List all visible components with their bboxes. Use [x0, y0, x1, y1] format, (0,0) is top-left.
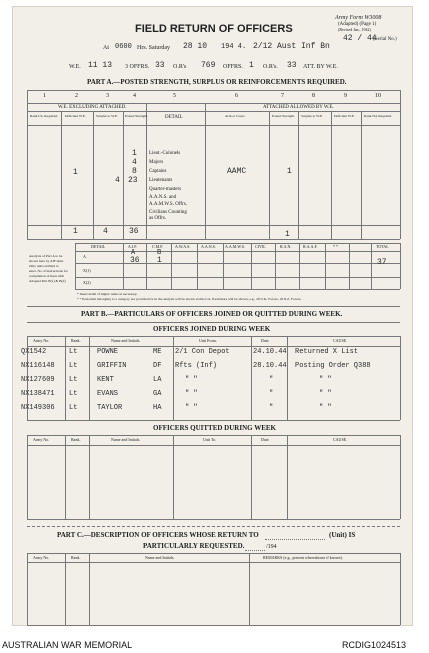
joined-row-4-army-no: NX138471 — [21, 390, 55, 398]
joined-row-4-init: GA — [153, 390, 162, 398]
joined-row-5-init: HA — [153, 404, 162, 412]
analysis-note-3: Only units entitled to — [29, 264, 59, 268]
footnote-1: * Insert detail of higher ranks as necessary. — [77, 292, 138, 296]
form-title: FIELD RETURN OF OFFICERS — [135, 23, 293, 35]
joined-row-5-cause: " " — [319, 404, 332, 412]
unit-value: 2/12 Aust Inf Bn — [253, 42, 330, 51]
sub-header-deficient: Deficient W.E. — [65, 114, 86, 118]
part-c-header-remarks: REMARKS (e.g., present whereabouts if known). — [263, 555, 343, 560]
part-c-date: /194 — [266, 544, 277, 550]
posted-ltcol: 1 — [132, 149, 137, 158]
joined-row-5-date: " — [269, 404, 274, 412]
value-col3: 4 — [115, 176, 120, 185]
analysis-total: 37 — [377, 258, 387, 267]
total-col3: 4 — [103, 227, 108, 236]
joined-row-1-unit: 2/1 Con Depot — [175, 348, 230, 356]
sub-header-rank-nreq: Rank Not Required. — [364, 114, 393, 118]
joined-row-3-unit: " " — [185, 376, 198, 384]
group-header-left: W.E. EXCLUDING ATTACHED. — [58, 105, 127, 110]
joined-row-3-cause: " " — [319, 376, 332, 384]
ors-value-2: 33 — [287, 61, 297, 70]
analysis-header-cmf: C.M.F. — [152, 244, 164, 249]
analysis-header-awas: A.W.A.S. — [175, 244, 191, 249]
analysis-header-total: TOTAL — [376, 244, 389, 249]
sub-header-deficient-r: Deficient W.E. — [334, 114, 355, 118]
joined-header-unit: Unit From. — [199, 338, 217, 343]
hrs-label: Hrs. Saturday — [137, 45, 170, 51]
quitted-header-rank: Rank. — [71, 437, 81, 442]
part-c-header-rank: Rank. — [71, 555, 81, 560]
analysis-header-detail: DETAIL — [91, 244, 106, 249]
detail-row-captains: Captains — [149, 169, 167, 174]
detail-row-aamws: A.A.M.W.S. Offrs. — [149, 202, 187, 207]
offrs-value-2: 1 — [249, 61, 254, 70]
offrs-value-1: 33 — [155, 61, 165, 70]
sub-header-surplus: Surplus to W.E. — [96, 114, 118, 118]
serial-number: 42 / 44 — [343, 34, 377, 43]
att-label: ATT. BY W.E. — [303, 64, 338, 70]
joined-row-1-rank: Lt — [69, 348, 78, 356]
analysis-header-aif: A.I.F. — [128, 244, 138, 249]
joined-row-1-init: ME — [153, 348, 162, 356]
ors-label-2: O.R's. — [263, 64, 278, 70]
analysis-header-other: * * — [333, 244, 338, 249]
part-c-requested: PARTICULARLY REQUESTED. — [143, 542, 245, 550]
part-c-header-name: Name and Initials. — [145, 555, 175, 560]
joined-header-rank: Rank. — [71, 338, 81, 343]
joined-row-5-unit: " " — [185, 404, 198, 412]
revised-note: (Revised Jan., 1942) — [338, 27, 371, 32]
detail-row-qm: Quarter-masters — [149, 187, 182, 192]
detail-row-civilians: Civilians Counting — [149, 210, 187, 215]
joined-row-1-army-no: QX1542 — [21, 348, 47, 356]
part-c-unit-label: (Unit) IS — [329, 531, 356, 539]
value-col7: 1 — [287, 167, 292, 176]
quitted-header-army-no: Army No. — [33, 437, 50, 442]
col-number-4: 4 — [133, 93, 136, 99]
form-page — [12, 6, 413, 626]
joined-row-2-army-no: NX116148 — [21, 362, 55, 370]
analysis-header-aamws: A.A.M.W.S. — [225, 244, 245, 249]
detail-header: DETAIL — [165, 115, 183, 120]
analysis-mark-b: B — [157, 249, 162, 257]
value-col2: 1 — [73, 168, 78, 177]
offrs-label-2: OFFRS. — [223, 64, 243, 70]
analysis-aif-a: A — [131, 249, 136, 257]
analysis-row-x1: X(1) — [83, 268, 91, 273]
joined-row-2-unit: Rfts (Inf) — [175, 362, 218, 370]
analysis-header-civil: CIVIL — [255, 244, 266, 249]
quitted-header-name: Name and Initials. — [111, 437, 141, 442]
joined-row-5-rank: Lt — [69, 404, 78, 412]
detail-row-aans: A.A.N.S. and — [149, 195, 177, 200]
sub-header-posted-r: Posted Strength. — [272, 114, 295, 118]
quitted-header-cause: CAUSE. — [333, 437, 348, 442]
joined-row-3-date: " — [269, 376, 274, 384]
joined-header-name: Name and Initials. — [111, 338, 141, 343]
detail-row-lieutenants: Lieutenants — [149, 178, 173, 183]
footer-record-id: RCDIG1024513 — [342, 640, 407, 650]
joined-row-2-date: 28.10.44 — [253, 362, 287, 370]
joined-row-2-init: DF — [153, 362, 162, 370]
joined-row-1-date: 24.10.44 — [253, 348, 287, 356]
joined-title: OFFICERS JOINED DURING WEEK — [153, 325, 271, 333]
analysis-aif-36: 36 — [130, 256, 140, 265]
sub-header-rank-req: Rank Un. Required. — [30, 114, 58, 118]
time-value: 0600 — [115, 43, 132, 51]
col-number-7: 7 — [281, 93, 284, 99]
detail-row-majors: Majors — [149, 160, 164, 165]
sub-header-surplus-r: Surplus to W.E. — [301, 114, 323, 118]
col-number-5: 5 — [173, 93, 176, 99]
analysis-note-5: compilation of lines with — [29, 274, 65, 278]
joined-row-1-cause: Returned X List — [295, 348, 359, 356]
joined-header-cause: CAUSE. — [333, 338, 348, 343]
joined-row-4-cause: " " — [319, 390, 332, 398]
analysis-note-4: enter. No of instructions for — [29, 269, 68, 273]
we-value: 11 13 — [88, 61, 113, 70]
joined-row-3-rank: Lt — [69, 376, 78, 384]
group-header-right: ATTACHED ALLOWED BY W.E. — [263, 105, 334, 110]
sub-header-arm: Arm or Corps. — [225, 114, 246, 118]
ors-label-1: O.R's — [173, 64, 187, 70]
adapted-note: (Adapted) (Page 1) — [338, 22, 377, 27]
part-c-title: PART C.—DESCRIPTION OF OFFICERS WHOSE RETURN TO — [57, 531, 259, 539]
date-value: 28 10 — [183, 42, 208, 51]
col-number-8: 8 — [312, 93, 315, 99]
joined-header-date: Date. — [261, 338, 270, 343]
detail-row-as-offrs: as Offrs. — [149, 216, 167, 221]
part-a-title: PART A.—POSTED STRENGTH, SURPLUS OR REINFORCEMENTS REQUIRED. — [87, 78, 347, 86]
joined-row-4-date: " — [269, 390, 274, 398]
footnote-2: * * Personnel belonging to a category not provided for in the analysis will be shown in this Col. Particulars will be shown, e.g., 28 U.K. Forces; 18 N.Z. Forces. — [77, 297, 302, 301]
analysis-header-ran: R.A.N. — [280, 244, 292, 249]
joined-row-4-unit: " " — [185, 390, 198, 398]
joined-row-3-name: KENT — [97, 376, 114, 384]
quitted-header-unit: Unit To. — [203, 437, 217, 442]
joined-row-2-rank: Lt — [69, 362, 78, 370]
at-label: At — [103, 45, 109, 51]
analysis-note-2: shown here by AIF units — [29, 259, 64, 263]
analysis-header-aans: A.A.N.S. — [201, 244, 216, 249]
joined-row-2-cause: Posting Order Q388 — [295, 362, 371, 370]
col-number-9: 9 — [344, 93, 347, 99]
archive-footer — [0, 628, 429, 653]
col-number-1: 1 — [43, 93, 46, 99]
analysis-note-6: Adapted Part B(1) & B(2) — [29, 279, 66, 283]
total-col2: 1 — [73, 227, 78, 236]
detail-row-ltcol: Lieut.-Colonels — [149, 151, 181, 156]
joined-row-4-name: EVANS — [97, 390, 119, 398]
total-col4: 36 — [129, 227, 139, 236]
sub-header-posted: Posted Strength. — [125, 114, 148, 118]
joined-header-army-no: Army No. — [33, 338, 50, 343]
posted-lieutenants: 23 — [128, 176, 138, 185]
joined-row-5-name: TAYLOR — [97, 404, 123, 412]
year-value: 194 4. — [221, 43, 247, 51]
quitted-title: OFFICERS QUITTED DURING WEEK — [153, 424, 276, 432]
analysis-header-raaf: R.A.A.F. — [303, 244, 318, 249]
arm-value: AAMC — [227, 167, 247, 176]
col-number-6: 6 — [235, 93, 238, 99]
ors-value-1: 769 — [201, 61, 216, 70]
joined-row-3-init: LA — [153, 376, 162, 384]
posted-captains: 8 — [132, 167, 137, 176]
analysis-row-x2: X(2) — [83, 280, 91, 285]
joined-row-1-name: POWNE — [97, 348, 119, 356]
army-form-number: Army Form W3008 — [335, 15, 382, 21]
offrs-label-1: 3 OFFRS. — [125, 64, 150, 70]
quitted-header-date: Date. — [261, 437, 270, 442]
analysis-cmf-1: 1 — [157, 256, 162, 265]
joined-row-3-army-no: NX127609 — [21, 376, 55, 384]
analysis-note-1: Analysis of Part A to be — [29, 254, 63, 258]
col-number-3: 3 — [106, 93, 109, 99]
analysis-row-a: A. — [83, 254, 87, 259]
total-col7: 1 — [285, 230, 290, 239]
col-number-2: 2 — [75, 93, 78, 99]
we-label: W.E. — [69, 64, 81, 70]
col-number-10: 10 — [375, 93, 381, 99]
part-c-header-army-no: Army No. — [33, 555, 50, 560]
part-b-title: PART B.—PARTICULARS OF OFFICERS JOINED OR QUITTED DURING WEEK. — [81, 310, 343, 318]
serial-label: (Serial No.) — [373, 37, 397, 42]
joined-row-2-name: GRIFFIN — [97, 362, 127, 370]
joined-row-4-rank: Lt — [69, 390, 78, 398]
footer-institution: AUSTRALIAN WAR MEMORIAL — [2, 640, 133, 650]
joined-row-5-army-no: NX149306 — [21, 404, 55, 412]
posted-majors: 4 — [132, 158, 137, 167]
